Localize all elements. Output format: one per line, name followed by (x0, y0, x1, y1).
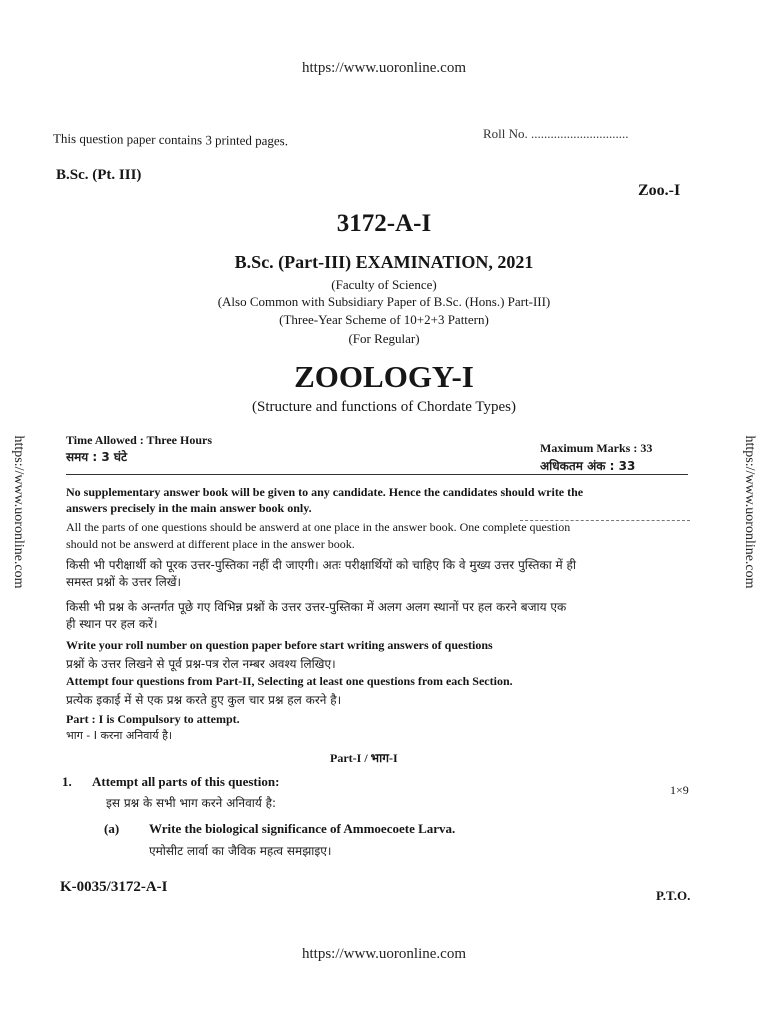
exam-title: B.Sc. (Part-III) EXAMINATION, 2021 (234, 252, 534, 272)
regular-line: (For Regular) (348, 331, 420, 346)
instruction-2-hindi-line-2: समस्त प्रश्नों के उत्तर लिखें। (66, 575, 182, 589)
question-text-hindi: इस प्रश्न के सभी भाग करने अनिवार्य है: (106, 796, 277, 810)
subject-title: ZOOLOGY-I (294, 359, 474, 394)
roll-number-field: Roll No. .............................. (483, 126, 629, 141)
instruction-6: Part : I is Compulsory to attempt. (66, 712, 240, 726)
course-short: B.Sc. (Pt. III) (56, 167, 142, 183)
instruction-6-hindi: भाग - I करना अनिवार्य है। (66, 729, 173, 742)
subquestion-label: (a) (104, 821, 120, 836)
maximum-marks-hindi: अधिकतम अंक : 33 (540, 459, 636, 473)
question-number: 1. (62, 774, 72, 789)
instruction-1-line-2: answers precisely in the main answer book only. (66, 501, 312, 515)
header-divider (66, 474, 688, 475)
left-side-url: https://www.uoronline.com (11, 435, 26, 589)
instruction-2-hindi-line-1: किसी भी परीक्षार्थी को पूरक उत्तर-पुस्तिका नहीं दी जाएगी। अतः परीक्षार्थियों को चाहिए कि वे मुख्य उत्तर पुस्तिका में ही (66, 558, 577, 572)
question-text: Attempt all parts of this question: (92, 774, 280, 789)
footer-code: K-0035/3172-A-I (60, 879, 168, 895)
faculty-line: (Faculty of Science) (331, 277, 437, 292)
instruction-3-hindi-line-1: किसी भी प्रश्न के अन्तर्गत पूछे गए विभिन्न प्रश्नों के उत्तर उत्तर-पुस्तिका में अलग अलग स्थानों पर हल करने बजाय एक (66, 600, 567, 614)
instruction-5-hindi: प्रत्येक इकाई में से एक प्रश्न करते हुए कुल चार प्रश्न हल करने है। (66, 693, 342, 707)
instruction-4-hindi: प्रश्नों के उत्तर लिखने से पूर्व प्रश्न-पत्र रोल नम्बर अवश्य लिखिए। (66, 657, 336, 671)
subquestion-text: Write the biological significance of Ammoecoete Larva. (149, 821, 456, 836)
question-marks: 1×9 (670, 783, 689, 797)
printed-pages-note: This question paper contains 3 printed pages. (52, 130, 289, 149)
bottom-url: https://www.uoronline.com (301, 946, 466, 962)
instruction-2-line-1: All the parts of one questions should be answerd at one place in the answer book. One complete question (66, 520, 571, 534)
common-note: (Also Common with Subsidiary Paper of B.Sc. (Hons.) Part-III) (217, 294, 551, 309)
subject-code: Zoo.-I (638, 182, 681, 199)
subquestion-text-hindi: एमोसीट लार्वा का जैविक महत्व समझाइए। (149, 844, 332, 858)
instruction-5: Attempt four questions from Part-II, Selecting at least one questions from each Section. (66, 674, 513, 688)
instruction-2-line-2: should not be answerd at different place in the answer book. (66, 537, 355, 551)
subject-subtitle: (Structure and functions of Chordate Types) (251, 399, 517, 415)
scheme-line: (Three-Year Scheme of 10+2+3 Pattern) (279, 312, 489, 327)
instruction-1-line-1: No supplementary answer book will be given to any candidate. Hence the candidates should write the (66, 485, 584, 499)
top-url: https://www.uoronline.com (301, 60, 466, 76)
time-allowed: Time Allowed : Three Hours (66, 433, 213, 447)
instruction-4: Write your roll number on question paper before start writing answers of questions (66, 638, 493, 652)
instruction-3-hindi-line-2: ही स्थान पर हल करें। (66, 617, 158, 631)
please-turn-over: P.T.O. (656, 888, 691, 903)
time-allowed-hindi: समय : 3 घंटे (66, 450, 128, 464)
right-side-url: https://www.uoronline.com (742, 435, 757, 589)
paper-code: 3172-A-I (336, 210, 432, 237)
maximum-marks: Maximum Marks : 33 (540, 441, 653, 455)
part-heading: Part-I / भाग-I (330, 751, 398, 765)
